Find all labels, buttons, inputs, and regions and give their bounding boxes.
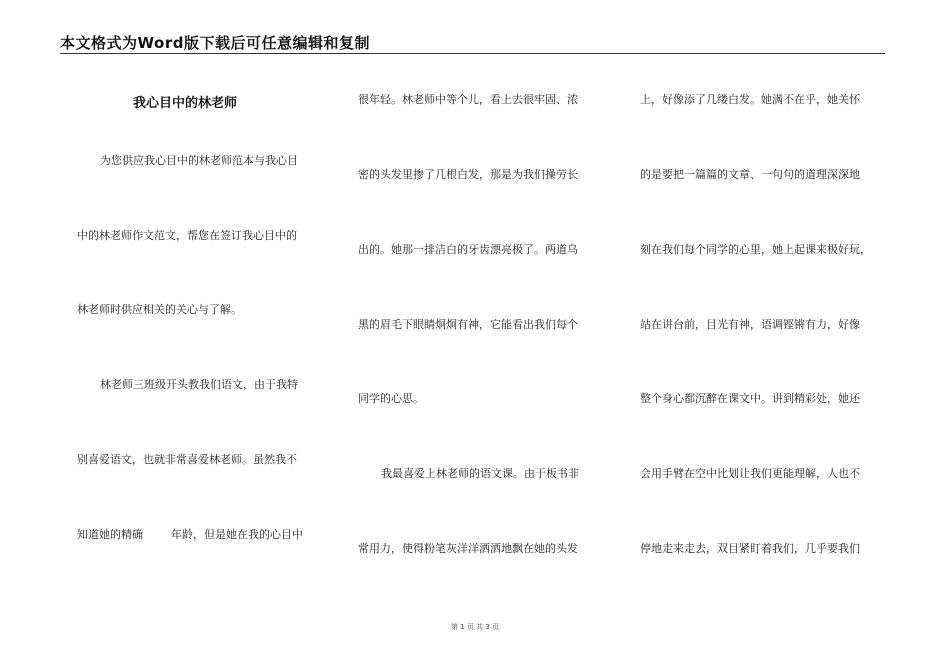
col1-line-1: 为您供应我心目中的林老师范本与我心目 — [100, 154, 298, 167]
col3-line-2: 的是要把一篇篇的文章、一句句的道理深深地 — [640, 168, 860, 181]
col2-line-4: 黑的眉毛下眼睛炯炯有神，它能看出我们每个 — [358, 318, 578, 331]
col1-line-4: 林老师三班级开头教我们语文，由于我特 — [100, 378, 298, 391]
col1-line-2: 中的林老师作文范文，帮您在签订我心目中的 — [77, 229, 297, 242]
article-title: 我心目中的林老师 — [133, 96, 238, 111]
col3-line-6: 会用手臂在空中比划让我们更能理解，人也不 — [640, 467, 860, 480]
page-number-footer: 第 1 页 共 3 页 — [450, 623, 500, 631]
col1-line-3: 林老师时供应相关的关心与了解。 — [77, 303, 242, 316]
col3-line-4: 站在讲台前，目光有神，语调铿锵有力，好像 — [640, 318, 860, 331]
header-divider — [60, 53, 885, 54]
col3-line-1: 上，好像添了几缕白发。她满不在乎，她关怀 — [640, 93, 860, 106]
col2-line-5: 同学的心思。 — [358, 392, 424, 405]
col3-line-3: 刻在我们每个同学的心里，她上起课来极好玩， — [640, 243, 871, 256]
col1-line-6: 知道她的精确 年龄，但是她在我的心目中 — [77, 528, 303, 541]
col2-line-7: 常用力，使得粉笔灰洋洋洒洒地飘在她的头发 — [358, 542, 578, 555]
col1-line-5: 别喜爱语文，也就非常喜爱林老师。虽然我不 — [77, 453, 297, 466]
col2-line-2: 密的头发里掺了几根白发，那是为我们操劳长 — [358, 168, 578, 181]
col2-line-6: 我最喜爱上林老师的语文课。由于板书非 — [381, 467, 579, 480]
col2-line-1: 很年轻。林老师中等个儿，看上去很牢固、浓 — [358, 93, 578, 106]
document-header-title: 本文格式为Word版下载后可任意编辑和复制 — [60, 34, 370, 52]
col2-line-3: 出的。她那一排洁白的牙齿漂亮极了。两道乌 — [358, 243, 578, 256]
col3-line-5: 整个身心都沉醉在课文中。讲到精彩处，她还 — [640, 392, 860, 405]
col3-line-7: 停地走来走去，双目紧盯着我们，几乎要我们 — [640, 542, 860, 555]
